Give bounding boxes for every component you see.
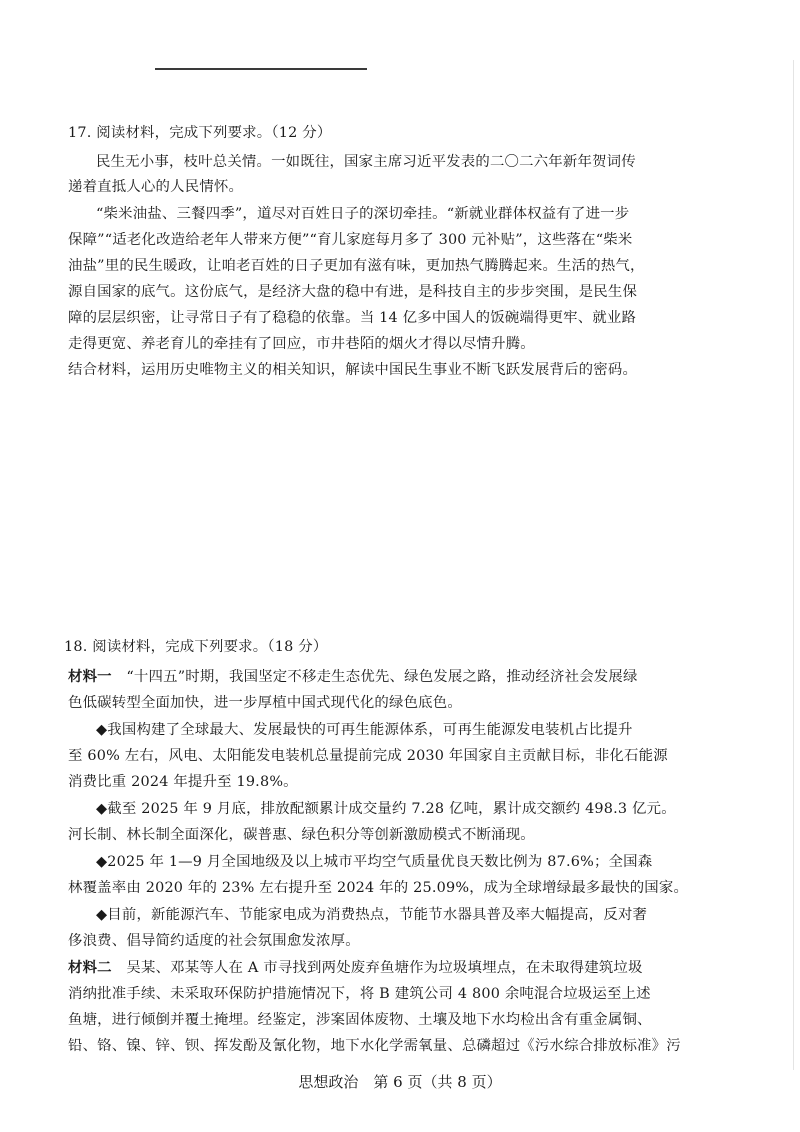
material-2-line: 鱼塘，进行倾倒并覆土掩埋。经鉴定，涉案固体废物、土壤及地下水均检出含有重金属铜、 <box>68 1012 652 1028</box>
bullet-line: 消费比重 2024 年提升至 19.8%。 <box>68 774 298 790</box>
question-17-task: 结合材料，运用历史唯物主义的相关知识，解读中国民生事业不断飞跃发展背后的密码。 <box>68 362 638 378</box>
header-rule <box>155 68 367 70</box>
material-1-line: 色低碳转型全面加快，进一步厚植中国式现代化的绿色底色。 <box>68 695 462 711</box>
material-1-text: “十四五”时期，我国坚定不移走生态优先、绿色发展之路，推动经济社会发展绿 <box>111 669 638 685</box>
material-1-line <box>68 668 638 686</box>
bullet-line: ◆2025 年 1—9 月全国地级及以上城市平均空气质量优良天数比例为 87.6%；全国森 <box>96 854 653 870</box>
material-2-label: 材料二 <box>68 959 112 976</box>
material-1-label: 材料一 <box>68 668 112 685</box>
material-2-line <box>68 959 643 977</box>
question-18-title: 18. 阅读材料，完成下列要求。（18 分） <box>64 639 328 655</box>
q17-line: 走得更宽、养老育儿的牵挂有了回应，市井巷陌的烟火才得以尽情升腾。 <box>68 336 535 352</box>
bullet-line: 林覆盖率由 2020 年的 23% 左右提升至 2024 年的 25.09%，成为全球增绿最多最快的国家。 <box>68 880 689 896</box>
question-17-title: 17. 阅读材料，完成下列要求。（12 分） <box>68 125 332 141</box>
q17-line: 油盐”里的民生暖政，让咱老百姓的日子更加有滋有味，更加热气腾腾起来。生活的热气， <box>68 258 645 274</box>
bullet-line: 侈浪费、倡导简约适度的社会氛围愈发浓厚。 <box>68 933 360 949</box>
bullet-line: 至 60% 左右，风电、太阳能发电装机总量提前完成 2030 年国家自主贡献目标，非化石能源 <box>68 748 668 764</box>
q17-line: 保障”“适老化改造给老年人带来方便”“育儿家庭每月多了 300 元补贴”，这些落在“柴米 <box>68 232 633 248</box>
material-2-line: 消纳批准手续、未采取环保防护措施情况下，将 B 建筑公司 4 800 余吨混合垃圾运至上述 <box>68 986 651 1002</box>
material-2-line: 铅、铬、镍、锌、钡、挥发酚及氰化物，地下水化学需氧量、总磷超过《污水综合排放标准》污 <box>68 1038 681 1054</box>
q17-line: 源自国家的底气。这份底气，是经济大盘的稳中有进，是科技自主的步步突围，是民生保 <box>68 284 638 300</box>
material-2-text: 吴某、邓某等人在 A 市寻找到两处废弃鱼塘作为垃圾填埋点，在未取得建筑垃圾 <box>111 960 643 976</box>
q17-line: 民生无小事，枝叶总关情。一如既往，国家主席习近平发表的二〇二六年新年贺词传 <box>96 154 636 170</box>
q17-line: 递着直抵人心的人民情怀。 <box>68 179 244 195</box>
page-footer: 思想政治 第 6 页（共 8 页） <box>298 1073 502 1091</box>
page-edge <box>793 60 794 1070</box>
bullet-line: ◆目前，新能源汽车、节能家电成为消费热点，节能节水器具普及率大幅提高，反对奢 <box>96 907 648 923</box>
bullet-line: 河长制、林长制全面深化，碳普惠、绿色积分等创新激励模式不断涌现。 <box>68 827 535 843</box>
bullet-line: ◆截至 2025 年 9 月底，排放配额累计成交量约 7.28 亿吨，累计成交额约 498.3 亿元。 <box>96 801 676 817</box>
bullet-line: ◆我国构建了全球最大、发展最快的可再生能源体系，可再生能源发电装机占比提升 <box>96 722 633 738</box>
q17-line: “柴米油盐、三餐四季”，道尽对百姓日子的深切牵挂。“新就业群体权益有了进一步 <box>96 206 630 222</box>
q17-line: 障的层层织密，让寻常日子有了稳稳的依靠。当 14 亿多中国人的饭碗端得更牢、就业路 <box>68 310 637 326</box>
